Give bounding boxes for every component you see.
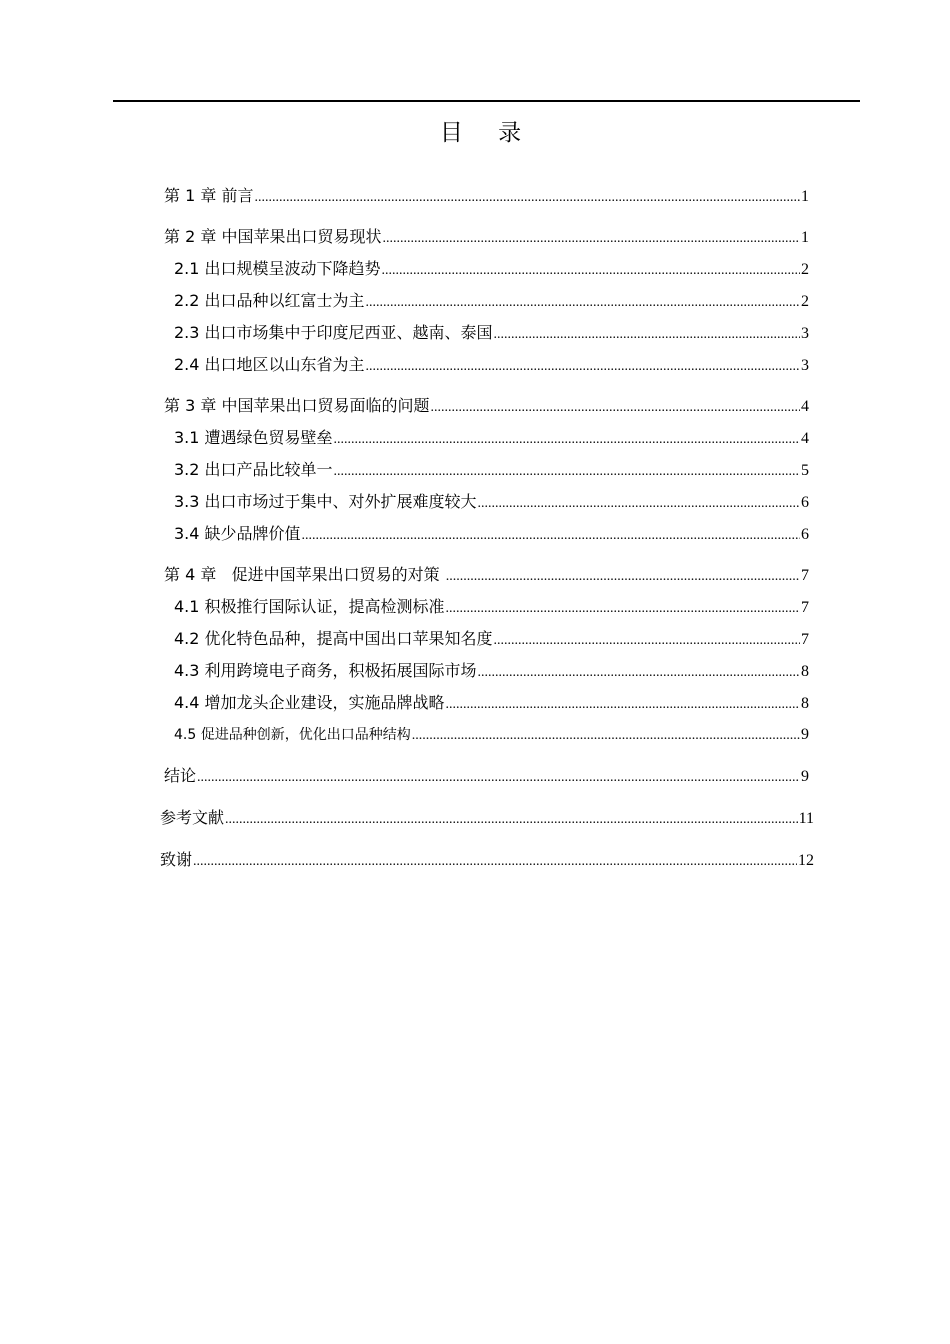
toc-entry-section-4-3[interactable] — [174, 658, 809, 684]
dot-leader — [430, 395, 800, 421]
toc-entry-chapter-1[interactable] — [164, 183, 809, 209]
toc-entry-section-4-2[interactable] — [174, 626, 809, 652]
toc-page-number: 7 — [801, 599, 809, 616]
toc-entry-section-2-2[interactable] — [174, 288, 809, 314]
toc-entry-label: 3.2 出口产品比较单一 — [174, 460, 333, 479]
dot-leader — [494, 628, 800, 654]
dot-leader — [366, 290, 800, 316]
toc-entry-section-4-1[interactable] — [174, 594, 809, 620]
toc-entry-section-3-3[interactable] — [174, 489, 809, 515]
toc-entry-chapter-2[interactable] — [164, 224, 809, 250]
dot-leader — [446, 596, 800, 622]
toc-entry-label: 3.3 出口市场过于集中、对外扩展难度较大 — [174, 492, 477, 511]
toc-entry-label: 致谢 — [160, 850, 193, 869]
toc-entry-label: 2.4 出口地区以山东省为主 — [174, 355, 365, 374]
dot-leader — [254, 185, 800, 211]
toc-entry-chapter-3[interactable] — [164, 393, 809, 419]
dot-leader — [478, 491, 800, 517]
toc-entry-section-2-4[interactable] — [174, 352, 809, 378]
toc-page-number: 12 — [798, 852, 814, 869]
toc-entry-label: 2.3 出口市场集中于印度尼西亚、越南、泰国 — [174, 323, 493, 342]
toc-entry-label: 4.2 优化特色品种，提高中国出口苹果知名度 — [174, 629, 493, 648]
dot-leader — [197, 765, 800, 791]
dot-leader — [366, 354, 800, 380]
dot-leader — [478, 660, 800, 686]
toc-entry-label: 第 1 章 前言 — [164, 186, 254, 205]
toc-entry-label: 第 2 章 中国苹果出口贸易现状 — [164, 227, 382, 246]
dot-leader — [382, 226, 800, 252]
toc-entry-label: 参考文献 — [160, 808, 225, 827]
toc-page-number: 9 — [801, 726, 809, 743]
toc-entry-label: 第 3 章 中国苹果出口贸易面临的问题 — [164, 396, 430, 415]
toc-entry-section-3-4[interactable] — [174, 521, 809, 547]
toc-entry-label: 4.3 利用跨境电子商务，积极拓展国际市场 — [174, 661, 477, 680]
toc-entry-section-4-5[interactable] — [174, 722, 809, 748]
toc-title: 目 录 — [439, 120, 536, 146]
header-rule — [113, 100, 860, 102]
toc-page-number: 6 — [801, 494, 809, 511]
toc-page-number: 9 — [801, 768, 809, 785]
toc-entry-references[interactable] — [160, 805, 814, 831]
toc-entry-label: 4.5 促进品种创新，优化出口品种结构 — [174, 727, 411, 743]
toc-entry-label: 结论 — [164, 766, 197, 785]
toc-page-number: 2 — [801, 293, 809, 310]
toc-page-number: 4 — [801, 430, 809, 447]
toc-entry-section-3-2[interactable] — [174, 457, 809, 483]
dot-leader — [225, 807, 798, 833]
toc-entry-label: 4.1 积极推行国际认证，提高检测标准 — [174, 597, 445, 616]
toc-entry-label: 第 4 章 促进中国苹果出口贸易的对策 — [164, 565, 445, 584]
toc-page-number: 3 — [801, 357, 809, 374]
dot-leader — [193, 849, 797, 875]
toc-entry-section-2-1[interactable] — [174, 256, 809, 282]
toc-page-number: 1 — [801, 188, 809, 205]
toc-entry-section-2-3[interactable] — [174, 320, 809, 346]
dot-leader — [446, 692, 800, 718]
toc-page-number: 1 — [801, 229, 809, 246]
toc-entry-label: 2.2 出口品种以红富士为主 — [174, 291, 365, 310]
toc-page-number: 11 — [798, 810, 814, 827]
toc-entry-label: 3.4 缺少品牌价值 — [174, 524, 301, 543]
toc-page-number: 2 — [801, 261, 809, 278]
toc-page-number: 8 — [801, 663, 809, 680]
toc-page-number: 3 — [801, 325, 809, 342]
dot-leader — [382, 258, 800, 284]
toc-entry-chapter-4[interactable] — [164, 562, 809, 588]
toc-entry-label: 3.1 遭遇绿色贸易壁垒 — [174, 428, 333, 447]
dot-leader — [302, 523, 800, 549]
toc-entry-acknowledgements[interactable] — [160, 847, 814, 873]
dot-leader — [412, 723, 800, 749]
dot-leader — [494, 322, 800, 348]
toc-page-number: 7 — [801, 567, 809, 584]
dot-leader — [334, 427, 800, 453]
toc-page-number: 6 — [801, 526, 809, 543]
toc-page-number: 5 — [801, 462, 809, 479]
toc-entry-conclusion[interactable] — [164, 763, 809, 789]
toc-entry-label: 2.1 出口规模呈波动下降趋势 — [174, 259, 381, 278]
toc-entry-section-3-1[interactable] — [174, 425, 809, 451]
toc-page-number: 8 — [801, 695, 809, 712]
dot-leader — [446, 564, 800, 590]
toc-page-number: 7 — [801, 631, 809, 648]
toc-page-number: 4 — [801, 398, 809, 415]
toc-entry-section-4-4[interactable] — [174, 690, 809, 716]
dot-leader — [334, 459, 800, 485]
toc-entry-label: 4.4 增加龙头企业建设，实施品牌战略 — [174, 693, 445, 712]
